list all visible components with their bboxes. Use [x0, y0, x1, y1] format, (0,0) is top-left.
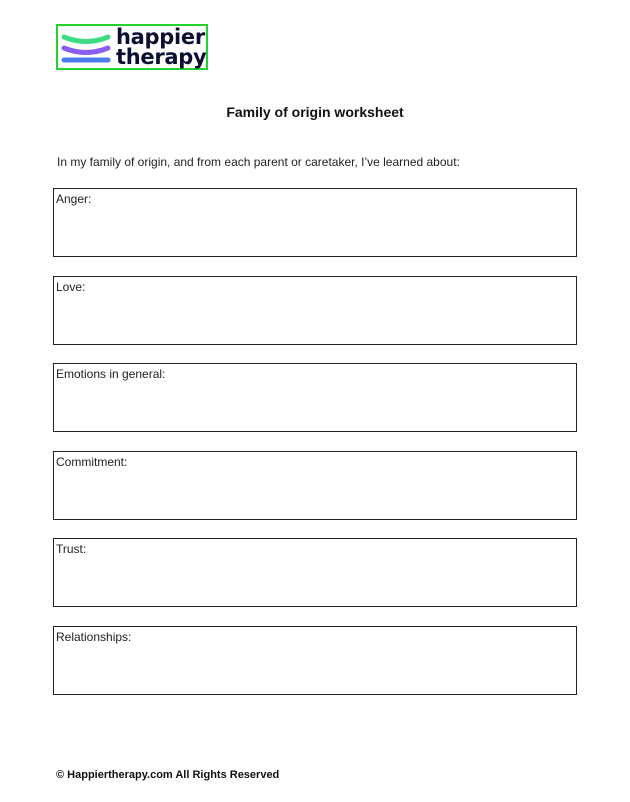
love-box[interactable] [53, 276, 577, 345]
logo-stripes-icon [60, 28, 112, 68]
love-label: Love: [56, 280, 86, 294]
copyright-footer: © Happiertherapy.com All Rights Reserved [56, 769, 280, 781]
trust-box[interactable] [53, 538, 577, 607]
brand-logo [56, 24, 208, 70]
commitment-label: Commitment: [56, 455, 128, 469]
relationships-label: Relationships: [56, 630, 132, 644]
anger-box[interactable] [53, 188, 577, 257]
logo-wordmark [116, 27, 206, 67]
page-title: Family of origin worksheet [226, 104, 404, 120]
logo-line-2: therapy [116, 45, 207, 69]
logo-line-1: happier [116, 25, 205, 49]
commitment-box[interactable] [53, 451, 577, 520]
relationships-box[interactable] [53, 626, 577, 695]
emotions-box[interactable] [53, 363, 577, 432]
intro-text: In my family of origin, and from each parent or caretaker, I’ve learned about: [57, 155, 460, 169]
emotions-label: Emotions in general: [56, 367, 166, 381]
trust-label: Trust: [56, 542, 87, 556]
anger-label: Anger: [56, 192, 92, 206]
